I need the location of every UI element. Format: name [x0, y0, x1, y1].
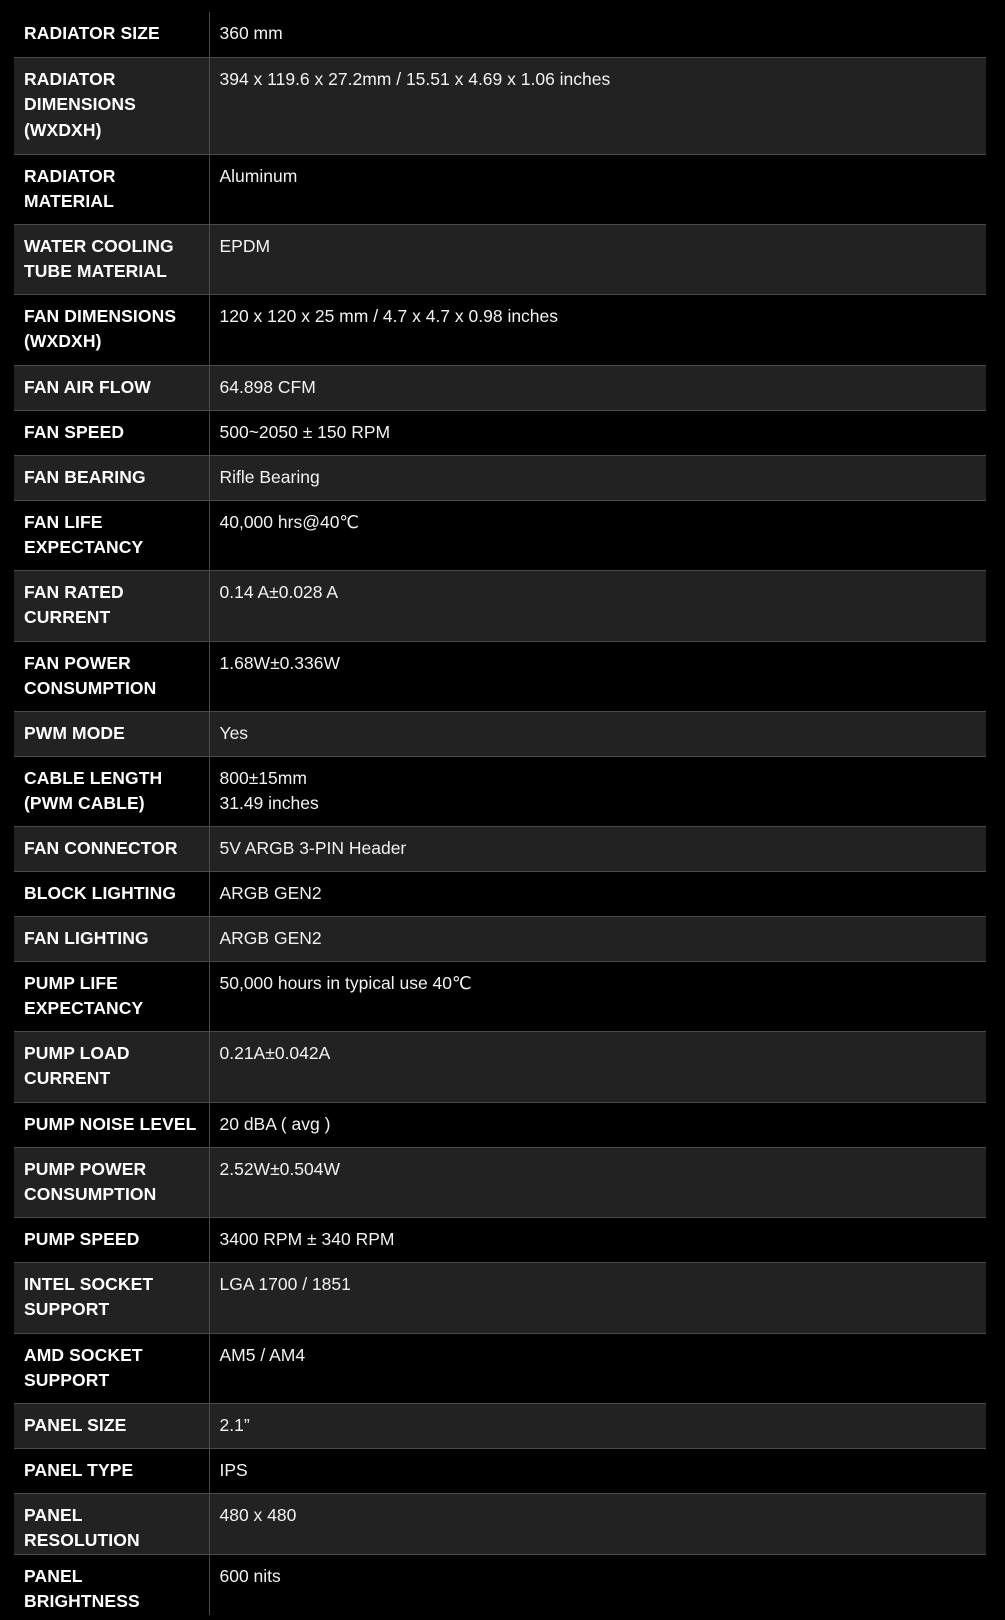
spec-value: AM5 / AM4 — [219, 1344, 306, 1365]
spec-label: RADIATOR DIMENSIONS (WXDXH) — [14, 57, 209, 154]
spec-label: FAN AIR FLOW — [14, 365, 209, 410]
spec-label: FAN CONNECTOR — [14, 826, 209, 871]
spec-label: WATER COOLING TUBE MATERIAL — [14, 224, 209, 294]
spec-label: RADIATOR SIZE — [14, 12, 209, 57]
spec-row-fan-lighting — [14, 916, 986, 961]
spec-row-block-lighting — [14, 871, 986, 916]
spec-row-fan-bearing — [14, 455, 986, 500]
spec-row-pump-power-consumption — [14, 1147, 986, 1217]
spec-value: Rifle Bearing — [219, 466, 320, 487]
spec-row-panel-resolution — [14, 1493, 986, 1554]
spec-value: 5V ARGB 3-PIN Header — [219, 837, 407, 858]
spec-value: EPDM — [219, 235, 271, 256]
spec-value: ARGB GEN2 — [219, 882, 322, 903]
spec-label: FAN SPEED — [14, 410, 209, 455]
spec-row-radiator-size — [14, 12, 986, 57]
spec-row-panel-size — [14, 1403, 986, 1448]
spec-row-radiator-material — [14, 154, 986, 224]
spec-label: PWM MODE — [14, 711, 209, 756]
spec-value: 600 nits — [219, 1565, 281, 1586]
spec-row-panel-type — [14, 1448, 986, 1493]
spec-row-fan-power-consumption — [14, 641, 986, 711]
spec-label: PUMP LOAD CURRENT — [14, 1031, 209, 1102]
spec-label: RADIATOR MATERIAL — [14, 154, 209, 224]
spec-row-pump-life-expectancy — [14, 961, 986, 1031]
spec-value: LGA 1700 / 1851 — [219, 1273, 351, 1294]
spec-label: INTEL SOCKET SUPPORT — [14, 1262, 209, 1333]
spec-value: 50,000 hours in typical use 40℃ — [219, 972, 472, 993]
spec-label: PANEL TYPE — [14, 1448, 209, 1493]
spec-row-tube-material — [14, 224, 986, 294]
spec-label: PUMP NOISE LEVEL — [14, 1102, 209, 1147]
spec-label: PUMP POWER CONSUMPTION — [14, 1147, 209, 1217]
spec-value: 2.52W±0.504W — [219, 1158, 340, 1179]
spec-row-fan-life-expectancy — [14, 500, 986, 570]
spec-label: PUMP SPEED — [14, 1217, 209, 1262]
spec-label: FAN DIMENSIONS (WXDXH) — [14, 294, 209, 365]
spec-row-fan-rated-current — [14, 570, 986, 641]
spec-label: AMD SOCKET SUPPORT — [14, 1333, 209, 1403]
spec-row-panel-brightness — [14, 1554, 986, 1615]
spec-label: FAN BEARING — [14, 455, 209, 500]
spec-row-pump-noise-level — [14, 1102, 986, 1147]
spec-value: 394 x 119.6 x 27.2mm / 15.51 x 4.69 x 1.06 inches — [219, 68, 611, 89]
spec-row-fan-connector — [14, 826, 986, 871]
spec-label: PUMP LIFE EXPECTANCY — [14, 961, 209, 1031]
spec-label: CABLE LENGTH (PWM CABLE) — [14, 756, 209, 826]
spec-row-intel-socket-support — [14, 1262, 986, 1333]
spec-table — [14, 12, 986, 1615]
spec-value: Aluminum — [219, 165, 298, 186]
spec-label: FAN POWER CONSUMPTION — [14, 641, 209, 711]
spec-value: 20 dBA ( avg ) — [219, 1113, 331, 1134]
spec-row-amd-socket-support — [14, 1333, 986, 1403]
spec-label: PANEL RESOLUTION — [14, 1493, 209, 1554]
spec-value: 2.1” — [219, 1414, 250, 1435]
spec-value: 40,000 hrs@40℃ — [219, 511, 360, 532]
spec-value: 0.14 A±0.028 A — [219, 581, 339, 602]
spec-value: 64.898 CFM — [219, 376, 316, 397]
spec-value: 360 mm — [219, 23, 283, 43]
spec-value: 3400 RPM ± 340 RPM — [219, 1228, 395, 1249]
spec-label: BLOCK LIGHTING — [14, 871, 209, 916]
spec-row-pwm-mode — [14, 711, 986, 756]
spec-label: FAN LIGHTING — [14, 916, 209, 961]
spec-label: PANEL SIZE — [14, 1403, 209, 1448]
spec-row-radiator-dimensions — [14, 57, 986, 154]
spec-value: 800±15mm 31.49 inches — [219, 767, 319, 813]
spec-value: 120 x 120 x 25 mm / 4.7 x 4.7 x 0.98 inches — [219, 305, 559, 326]
spec-row-cable-length — [14, 756, 986, 826]
spec-value: 1.68W±0.336W — [219, 652, 340, 673]
spec-label: FAN LIFE EXPECTANCY — [14, 500, 209, 570]
spec-value: 500~2050 ± 150 RPM — [219, 421, 391, 442]
spec-value: 480 x 480 — [219, 1504, 297, 1525]
spec-value: 0.21A±0.042A — [219, 1042, 331, 1063]
spec-row-fan-dimensions — [14, 294, 986, 365]
spec-value: IPS — [219, 1459, 248, 1480]
spec-value: ARGB GEN2 — [219, 927, 322, 948]
spec-row-pump-load-current — [14, 1031, 986, 1102]
spec-row-fan-air-flow — [14, 365, 986, 410]
spec-value: Yes — [219, 722, 249, 743]
spec-label: FAN RATED CURRENT — [14, 570, 209, 641]
spec-row-fan-speed — [14, 410, 986, 455]
spec-row-pump-speed — [14, 1217, 986, 1262]
spec-label: PANEL BRIGHTNESS — [14, 1554, 209, 1615]
